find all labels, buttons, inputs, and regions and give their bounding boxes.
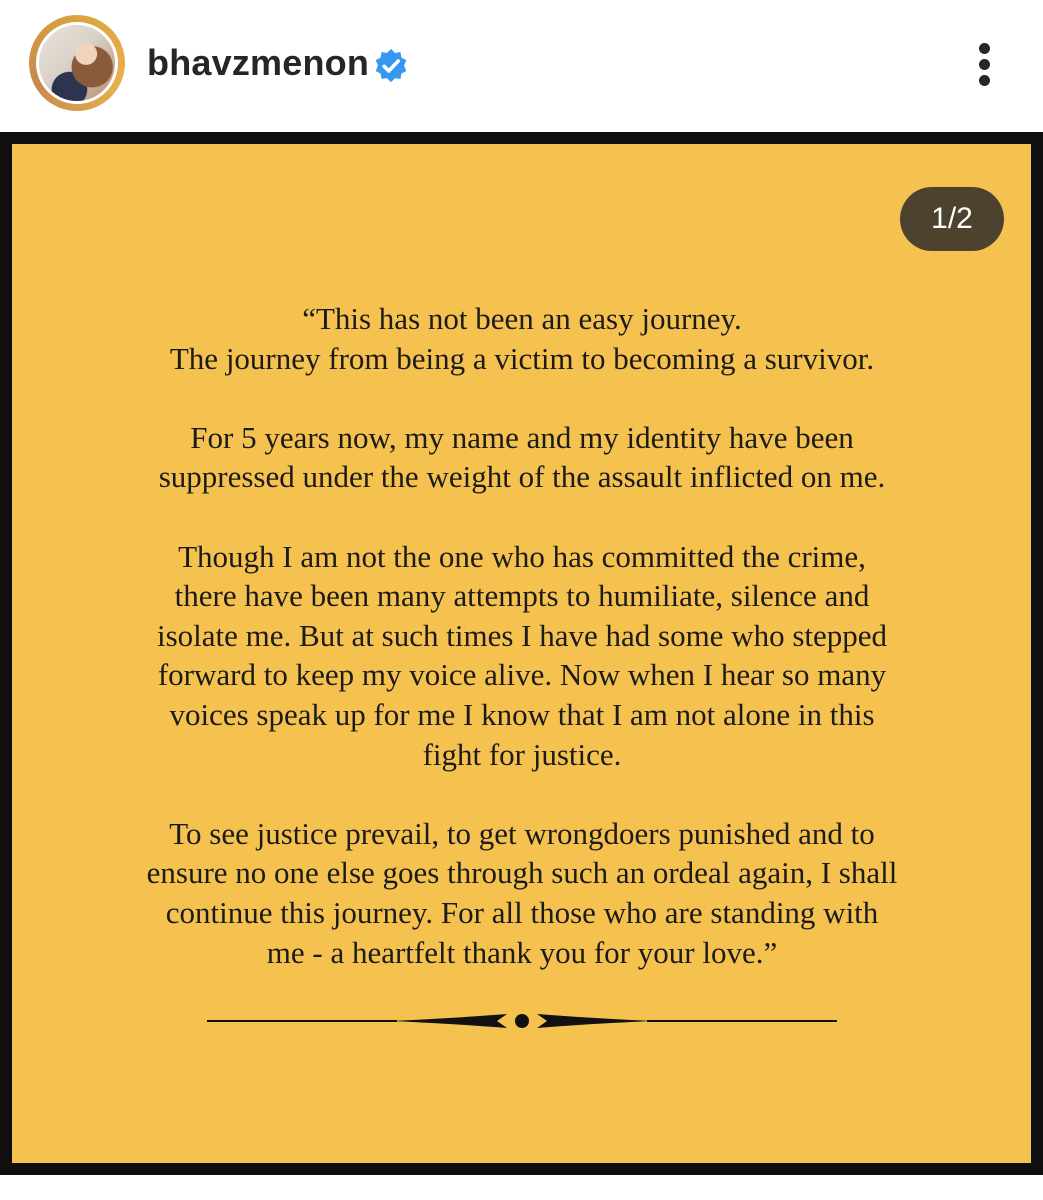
more-options-button[interactable] [970,38,1000,92]
avatar-story-ring[interactable] [29,15,125,111]
quote-line: ensure no one else goes through such an ordeal again, I shall [146,855,898,891]
quote-line: Though I am not the one who has committed the crime, [178,538,866,574]
quote-line: me - a heartfelt thank you for your love.” [266,934,778,970]
quote-card [12,144,1031,1163]
quote-line: The journey from being a victim to becoming a survivor. [169,340,875,376]
quote-paragraph [42,299,1002,378]
quote-line: suppressed under the weight of the assault inflicted on me. [158,459,886,495]
verified-badge-icon [373,48,409,84]
quote-paragraph [42,418,1002,497]
quote-line: fight for justice. [422,736,622,772]
ornamental-divider-icon [207,1007,837,1035]
quote-text [42,299,1002,972]
quote-line: voices speak up for me I know that I am not alone in this [169,696,875,732]
quote-line: isolate me. But at such times I have had some who stepped [156,617,888,653]
avatar[interactable] [36,22,118,104]
quote-paragraph [42,537,1002,775]
username-link[interactable]: bhavzmenon [147,42,370,83]
post-header [0,0,1043,132]
quote-line: continue this journey. For all those who are standing with [165,894,879,930]
quote-line: there have been many attempts to humiliate, silence and [174,578,870,614]
quote-paragraph [42,814,1002,972]
carousel-counter: 1/2 [900,187,1004,251]
quote-line: To see justice prevail, to get wrongdoers punished and to [169,815,875,851]
quote-line: “This has not been an easy journey. [302,301,742,336]
quote-line: forward to keep my voice alive. Now when I hear so many [157,657,887,693]
more-vertical-icon [979,75,990,86]
quote-line: For 5 years now, my name and my identity have been [190,419,854,455]
more-vertical-icon [979,43,990,54]
post-image[interactable] [0,132,1043,1175]
more-vertical-icon [979,59,990,70]
